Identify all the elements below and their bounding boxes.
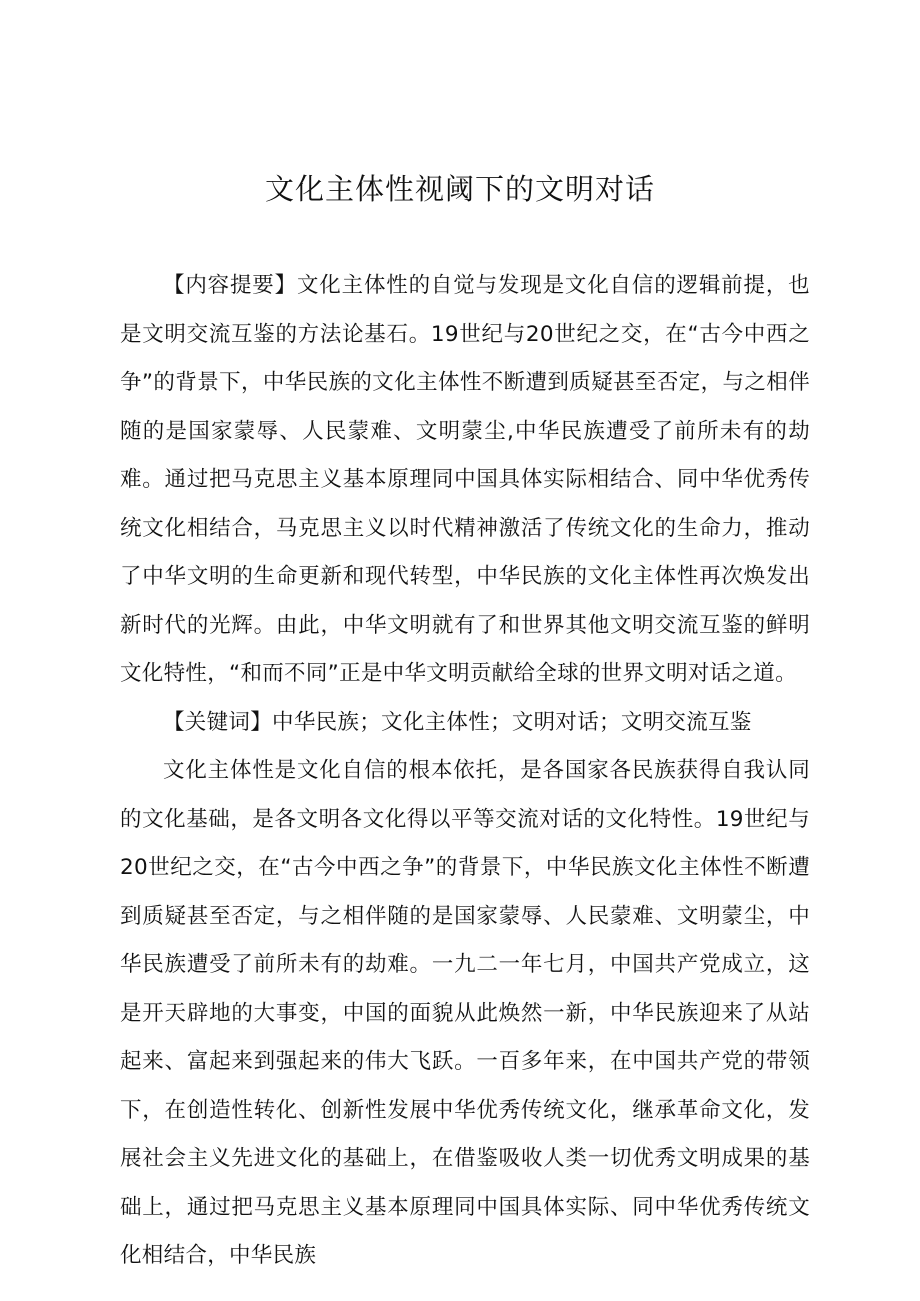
abstract-label: 【内容提要】: [163, 273, 297, 298]
abstract-text: 文化主体性的自觉与发现是文化自信的逻辑前提，也是文明交流互鉴的方法论基石。19世纪与20世纪之交，在“古今中西之争”的背景下，中华民族的文化主体性不断遭到质疑甚至否定，与之相伴随的是国家蒙辱、人民蒙难、文明蒙尘,中华民族遭受了前所未有的劫难。通过把马克思主义基本原理同中国具体实际相结合、同中华优秀传统文化相结合，马克思主义以时代精神激活了传统文化的生命力，推动了中华文明的生命更新和现代转型，中华民族的文化主体性再次焕发出新时代的光辉。由此，中华文明就有了和世界其他文明交流互鉴的鲜明文化特性，“和而不同”正是中华文明贡献给全球的世界文明对话之道。: [120, 273, 810, 686]
keywords-label: 【关键词】: [163, 709, 273, 735]
keywords-text: 中华民族；文化主体性；文明对话；文明交流互鉴: [272, 709, 752, 735]
abstract-paragraph: [120, 262, 810, 699]
document-body: [120, 262, 810, 1281]
document-title: 文化主体性视阈下的文明对话: [264, 172, 655, 206]
keywords-paragraph: [120, 699, 810, 748]
body-paragraph: 文化主体性是文化自信的根本依托，是各国家各民族获得自我认同的文化基础，是各文明各文化得以平等交流对话的文化特性。19世纪与20世纪之交，在“古今中西之争”的背景下，中华民族文化主体性不断遭到质疑甚至否定，与之相伴随的是国家蒙辱、人民蒙难、文明蒙尘，中华民族遭受了前所未有的劫难。一九二一年七月，中国共产党成立，这是开天辟地的大事变，中国的面貌从此焕然一新，中华民族迎来了从站起来、富起来到强起来的伟大飞跃。一百多年来，在中国共产党的带领下，在创造性转化、创新性发展中华优秀传统文化，继承革命文化，发展社会主义先进文化的基础上，在借鉴吸收人类一切优秀文明成果的基础上，通过把马克思主义基本原理同中国具体实际、同中华优秀传统文化相结合，中华民族: [120, 758, 810, 1268]
